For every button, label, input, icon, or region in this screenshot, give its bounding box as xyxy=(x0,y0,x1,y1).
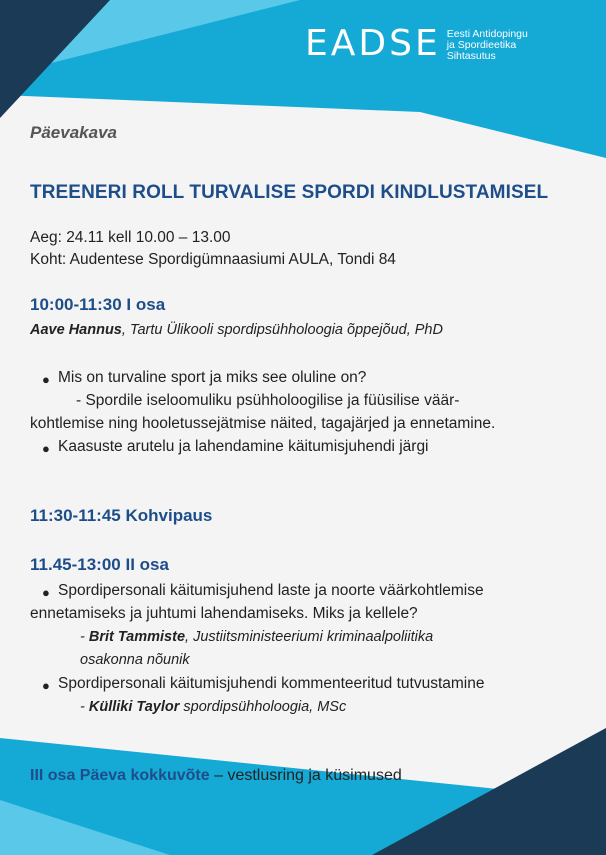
meta-time: Aeg: 24.11 kell 10.00 – 13.00 xyxy=(30,229,231,246)
bullet-icon: ● xyxy=(42,441,50,456)
part2-bullet-2: Spordipersonali käitumisjuhendi kommenteeritud tutvustamine xyxy=(58,675,485,692)
logo-mark: EADSE xyxy=(305,23,441,64)
part1-speaker-role: , Tartu Ülikooli spordipsühholoogia õppejõud, PhD xyxy=(121,322,443,338)
part2-speaker-1-name: Brit Tammiste xyxy=(88,629,186,645)
part1-sub-line-2: kohtlemise ning hooletussejätmise näited, tagajärjed ja ennetamine. xyxy=(30,415,496,432)
part1-speaker-name: Aave Hannus xyxy=(30,322,122,338)
part1-heading: 10:00-11:30 I osa xyxy=(30,295,166,314)
part2-bullet-1-line-1: Spordipersonali käitumisjuhend laste ja noorte väärkohtlemise xyxy=(58,582,484,599)
page-title: TREENERI ROLL TURVALISE SPORDI KINDLUSTAMISEL xyxy=(30,182,549,203)
eadse-logo xyxy=(305,23,528,64)
part2-speaker-2-name: Külliki Taylor xyxy=(88,699,180,715)
part2-bullet-1-line-2: ennetamiseks ja juhtumi lahendamiseks. Miks ja kellele? xyxy=(30,605,418,622)
logo-line-2: ja Spordieetika xyxy=(446,39,517,51)
bullet-icon: ● xyxy=(42,585,50,600)
part3-heading: III osa Päeva kokkuvõte xyxy=(30,767,210,784)
part2-heading: 11.45-13:00 II osa xyxy=(30,555,169,574)
logo-line-3: Sihtasutus xyxy=(446,50,496,62)
part2-speaker-2-role: spordipsühholoogia, MSc xyxy=(179,699,347,715)
part2-speaker-1-prefix: - xyxy=(80,629,89,645)
bullet-icon: ● xyxy=(42,678,50,693)
part2-speaker-1 xyxy=(80,629,433,645)
meta-place: Koht: Audentese Spordigümnaasiumi AULA, Tondi 84 xyxy=(30,251,396,268)
logo-line-1: Eesti Antidopingu xyxy=(446,28,528,40)
part1-sub-line-1: - Spordile iseloomuliku psühholoogilise ja füüsilise väär- xyxy=(76,392,460,409)
logo-text xyxy=(447,29,528,62)
bullet-icon: ● xyxy=(42,372,50,387)
part2-speaker-1-role: , Justiitsministeeriumi kriminaalpoliitika xyxy=(185,629,434,645)
page-subtitle: Päevakava xyxy=(30,123,117,142)
part2-speaker-2-prefix: - xyxy=(80,699,89,715)
part1-speaker xyxy=(30,322,443,338)
part1-bullet-1: Mis on turvaline sport ja miks see oluline on? xyxy=(58,369,367,386)
part3-description: – vestlusring ja küsimused xyxy=(209,767,402,784)
break-heading: 11:30-11:45 Kohvipaus xyxy=(30,506,213,525)
part2-speaker-1-role-line-2: osakonna nõunik xyxy=(80,652,190,668)
part1-bullet-2: Kaasuste arutelu ja lahendamine käitumisjuhendi järgi xyxy=(58,438,429,455)
part3-summary xyxy=(30,767,402,785)
part2-speaker-2 xyxy=(80,699,346,715)
